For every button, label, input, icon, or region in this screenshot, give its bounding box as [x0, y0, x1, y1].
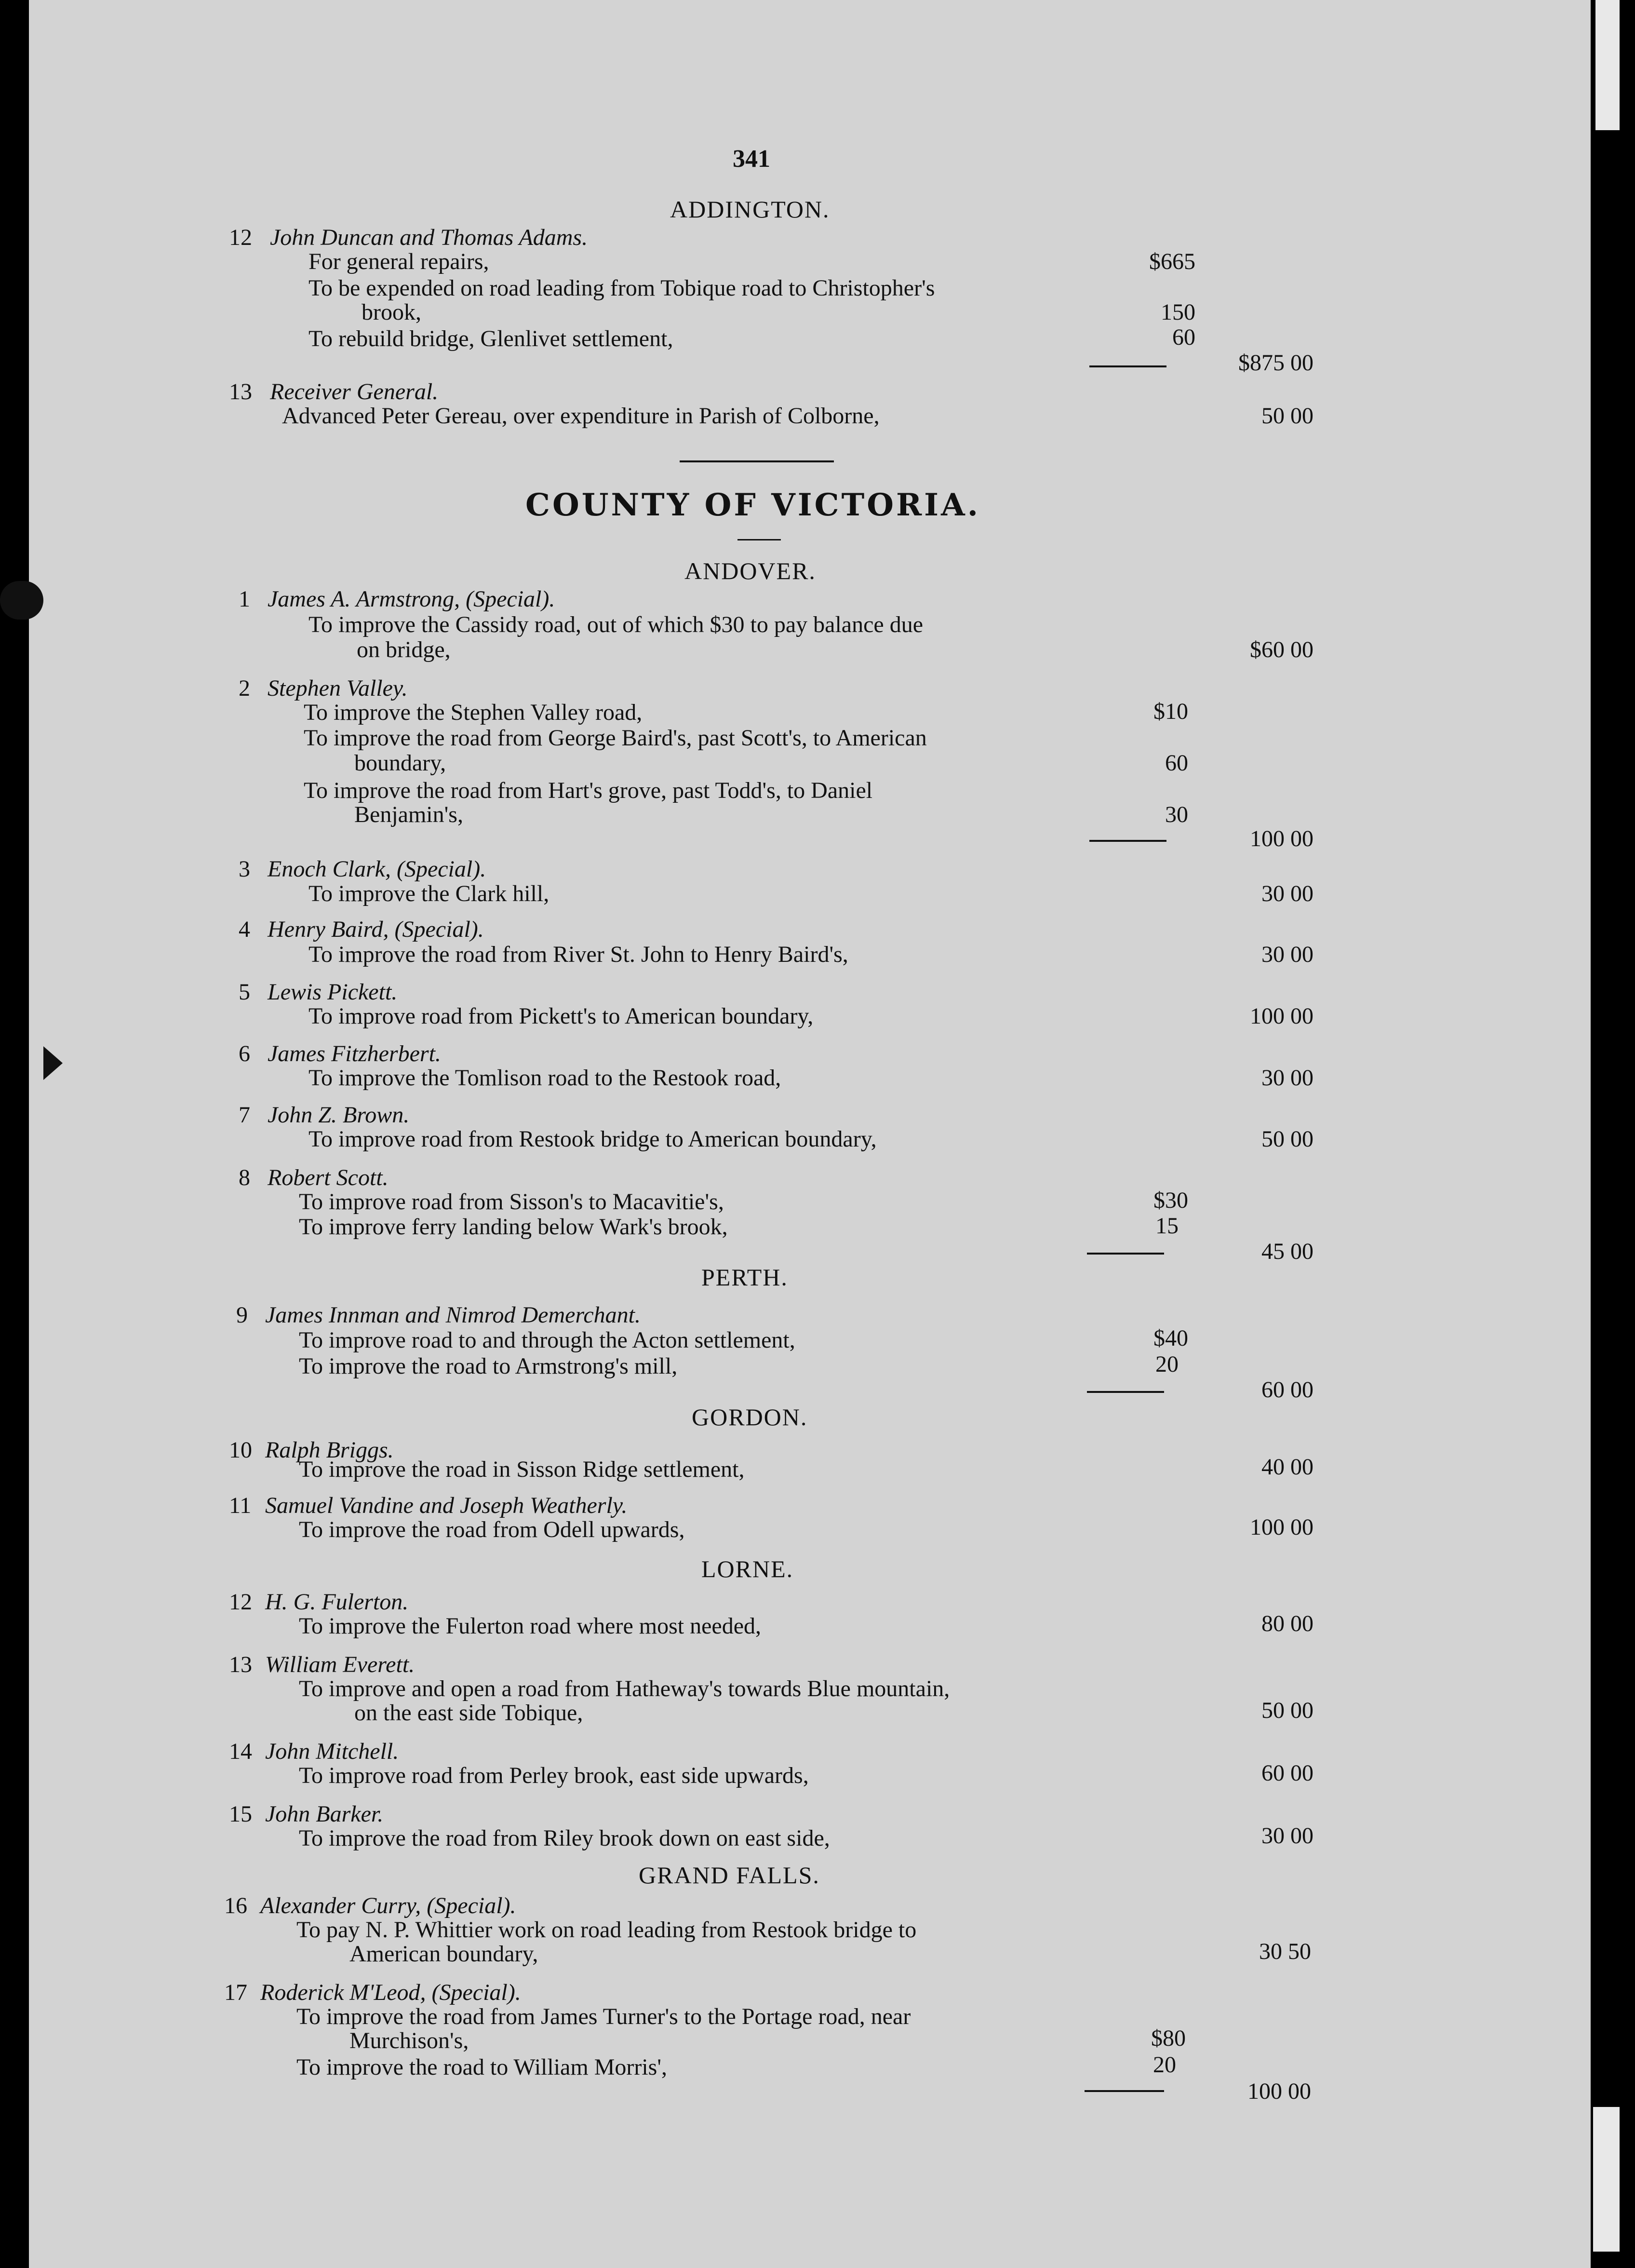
entry-number: 17	[224, 1980, 247, 2005]
line-amount: 150	[1161, 299, 1195, 325]
entry-line: To improve the Tomlison road to the Restook road,	[308, 1065, 781, 1091]
line-amount: 60	[1165, 750, 1188, 776]
entry-line: To improve the road from Riley brook down on east side,	[299, 1825, 830, 1851]
line-amount: $40	[1153, 1325, 1188, 1351]
entry-total: 45 00	[1261, 1239, 1313, 1264]
section-heading-gordon: GORDON.	[692, 1404, 808, 1431]
entry-name: John Mitchell.	[265, 1739, 399, 1764]
entry-number: 14	[229, 1739, 252, 1764]
entry-number: 10	[229, 1437, 252, 1463]
entry-name: James A. Armstrong, (Special).	[268, 586, 555, 612]
line-amount: $665	[1149, 249, 1195, 274]
county-heading: COUNTY OF VICTORIA.	[525, 487, 981, 523]
entry-line-continued: on bridge,	[357, 637, 451, 662]
entry-line: To improve the road from Hart's grove, past Todd's, to Daniel	[304, 778, 873, 803]
entry-total: 30 00	[1261, 881, 1313, 906]
subtotal-rule	[1089, 365, 1166, 367]
document-page	[29, 0, 1591, 2268]
entry-name: James Innman and Nimrod Demerchant.	[265, 1302, 641, 1328]
entry-total: $875 00	[1238, 350, 1313, 376]
entry-total: 80 00	[1261, 1611, 1313, 1636]
entry-name: William Everett.	[265, 1652, 415, 1677]
entry-number: 1	[239, 586, 250, 612]
entry-name: Robert Scott.	[268, 1165, 389, 1190]
entry-line: To improve the road from James Turner's to the Portage road, near	[296, 2004, 911, 2029]
entry-line: To improve the Stephen Valley road,	[304, 700, 643, 725]
entry-number: 3	[239, 856, 250, 882]
line-amount: $80	[1151, 2025, 1186, 2051]
entry-name: James Fitzherbert.	[268, 1041, 441, 1066]
entry-line: To pay N. P. Whittier work on road leading from Restook bridge to	[296, 1917, 917, 1943]
entry-line-continued: American boundary,	[349, 1941, 538, 1967]
entry-name: Ralph Briggs.	[265, 1437, 394, 1463]
entry-name: Alexander Curry, (Special).	[260, 1893, 516, 1918]
entry-number: 7	[239, 1102, 250, 1128]
entry-line: To improve the Clark hill,	[308, 881, 549, 906]
entry-name: Samuel Vandine and Joseph Weatherly.	[265, 1493, 628, 1518]
entry-line-continued: boundary,	[354, 750, 446, 776]
entry-line: To improve road from Restook bridge to American boundary,	[308, 1126, 877, 1152]
entry-line: To improve and open a road from Hatheway's towards Blue mountain,	[299, 1676, 950, 1701]
entry-total: 50 00	[1261, 1698, 1313, 1723]
entry-number: 13	[229, 1652, 252, 1677]
entry-total: 100 00	[1247, 2079, 1311, 2104]
entry-line: To improve the road to William Morris',	[296, 2054, 668, 2080]
entry-name: John Z. Brown.	[268, 1102, 410, 1128]
entry-line-continued: Benjamin's,	[354, 802, 463, 827]
entry-total: 30 50	[1259, 1939, 1311, 1964]
punch-hole-mark	[0, 581, 43, 620]
entry-total: $60 00	[1250, 637, 1313, 662]
subtotal-rule	[1089, 840, 1166, 842]
entry-line: To improve the road from River St. John to Henry Baird's,	[308, 942, 848, 967]
subtotal-rule	[1087, 1253, 1164, 1255]
entry-line: To rebuild bridge, Glenlivet settlement,	[308, 326, 673, 351]
entry-total: 100 00	[1250, 826, 1313, 851]
entry-line: To improve the Fulerton road where most needed,	[299, 1613, 762, 1639]
section-heading-perth: PERTH.	[701, 1264, 788, 1291]
entry-number: 11	[229, 1493, 252, 1518]
entry-name: Enoch Clark, (Special).	[268, 856, 486, 882]
entry-name: John Barker.	[265, 1801, 384, 1827]
entry-total: 30 00	[1261, 1065, 1313, 1091]
entry-name: Roderick M'Leod, (Special).	[260, 1980, 521, 2005]
line-amount: 60	[1172, 324, 1195, 350]
entry-name: Henry Baird, (Special).	[268, 917, 484, 942]
entry-number: 9	[236, 1302, 248, 1328]
entry-line: To improve the road to Armstrong's mill,	[299, 1353, 678, 1379]
edge-tab-bottom	[1593, 2107, 1620, 2252]
edge-tab-top	[1595, 0, 1620, 130]
entry-total: 60 00	[1261, 1760, 1313, 1786]
entry-number: 5	[239, 979, 250, 1005]
line-amount: 20	[1155, 1351, 1179, 1377]
entry-line: To improve ferry landing below Wark's brook,	[299, 1214, 728, 1240]
entry-name: John Duncan and Thomas Adams.	[270, 225, 588, 250]
section-divider	[680, 460, 834, 462]
entry-line: To improve road from Pickett's to American boundary,	[308, 1003, 814, 1029]
entry-number: 8	[239, 1165, 250, 1190]
entry-line: To improve the road in Sisson Ridge settlement,	[299, 1457, 745, 1482]
entry-number: 12	[229, 1589, 252, 1615]
entry-number: 16	[224, 1893, 247, 1918]
entry-line: To improve the road from Odell upwards,	[299, 1517, 685, 1542]
section-heading-andover: ANDOVER.	[684, 557, 816, 584]
line-amount: 15	[1155, 1213, 1179, 1239]
entry-total: 50 00	[1261, 1126, 1313, 1152]
heading-divider	[737, 539, 781, 540]
entry-number: 4	[239, 917, 250, 942]
entry-total: 30 00	[1261, 1823, 1313, 1849]
entry-number: 13	[229, 379, 252, 405]
line-amount: 30	[1165, 802, 1188, 827]
entry-line: To be expended on road leading from Tobique road to Christopher's	[308, 275, 935, 301]
entry-total: 100 00	[1250, 1003, 1313, 1029]
entry-line: To improve the Cassidy road, out of which $30 to pay balance due	[308, 612, 923, 637]
entry-line-continued: on the east side Tobique,	[354, 1700, 583, 1726]
section-heading-grand-falls: GRAND FALLS.	[639, 1862, 820, 1889]
entry-name: Stephen Valley.	[268, 675, 408, 701]
line-amount: 20	[1153, 2052, 1176, 2078]
entry-number: 6	[239, 1041, 250, 1066]
entry-line-continued: Murchison's,	[349, 2028, 469, 2053]
entry-name: Receiver General.	[270, 379, 439, 405]
entry-line: To improve road to and through the Acton settlement,	[299, 1327, 795, 1353]
section-heading-lorne: LORNE.	[701, 1555, 794, 1582]
entry-line: Advanced Peter Gereau, over expenditure in Parish of Colborne,	[282, 403, 880, 429]
entry-line: For general repairs,	[308, 249, 489, 274]
entry-name: H. G. Fulerton.	[265, 1589, 409, 1615]
entry-total: 60 00	[1261, 1377, 1313, 1403]
entry-total: 50 00	[1261, 403, 1313, 429]
line-amount: $30	[1153, 1188, 1188, 1213]
entry-number: 12	[229, 225, 252, 250]
entry-total: 30 00	[1261, 942, 1313, 967]
entry-line: To improve the road from George Baird's, past Scott's, to American	[304, 725, 927, 751]
entry-line: To improve road from Perley brook, east side upwards,	[299, 1763, 809, 1788]
entry-line-continued: brook,	[362, 299, 421, 325]
subtotal-rule	[1087, 1391, 1164, 1393]
section-heading-addington: ADDINGTON.	[670, 196, 830, 223]
entry-total: 100 00	[1250, 1514, 1313, 1540]
entry-number: 2	[239, 675, 250, 701]
arrow-mark	[43, 1046, 63, 1080]
page-number: 341	[733, 145, 770, 173]
entry-total: 40 00	[1261, 1454, 1313, 1480]
line-amount: $10	[1153, 699, 1188, 724]
entry-name: Lewis Pickett.	[268, 979, 398, 1005]
entry-line: To improve road from Sisson's to Macavitie's,	[299, 1189, 724, 1215]
subtotal-rule	[1085, 2090, 1164, 2092]
entry-number: 15	[229, 1801, 252, 1827]
